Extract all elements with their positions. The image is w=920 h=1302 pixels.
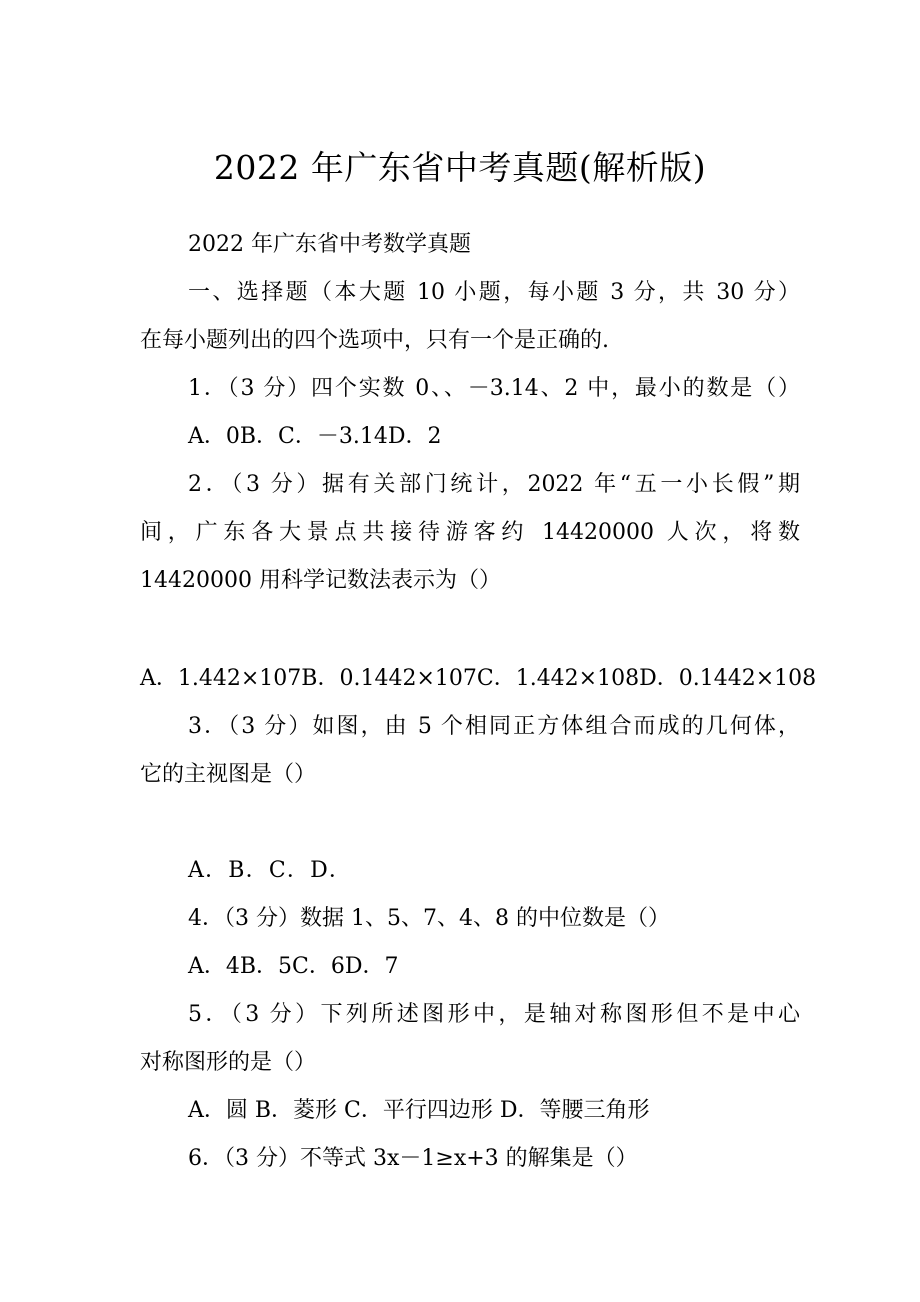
question-5-options: A．圆 B．菱形 C．平行四边形 D．等腰三角形 bbox=[188, 1098, 650, 1123]
question-2-line-2: 间，广东各大景点共接待游客约 14420000 人次，将数 bbox=[140, 520, 800, 545]
question-2-line-3: 14420000 用科学记数法表示为（） bbox=[140, 568, 501, 593]
question-5-line-1: 5．（3 分）下列所述图形中，是轴对称图形但不是中心 bbox=[188, 1002, 800, 1027]
question-3-options: A．B．C．D． bbox=[188, 858, 353, 883]
question-6: 6．（3 分）不等式 3x－1≥x+3 的解集是（） bbox=[188, 1146, 638, 1171]
question-4-options: A．4B．5C．6D．7 bbox=[188, 954, 399, 979]
question-1: 1．（3 分）四个实数 0、、－3.14、2 中，最小的数是（） bbox=[188, 376, 800, 401]
section-heading: 一、选择题（本大题 10 小题，每小题 3 分，共 30 分） bbox=[188, 280, 800, 305]
question-5-line-2: 对称图形的是（） bbox=[140, 1050, 317, 1075]
section-instruction: 在每小题列出的四个选项中，只有一个是正确的. bbox=[140, 328, 609, 353]
question-3-line-1: 3．（3 分）如图，由 5 个相同正方体组合而成的几何体， bbox=[188, 714, 800, 739]
question-2-line-1: 2．（3 分）据有关部门统计，2022 年“五一小长假”期 bbox=[188, 472, 800, 497]
document-title: 2022 年广东省中考真题(解析版) bbox=[213, 148, 707, 187]
question-3-line-2: 它的主视图是（） bbox=[140, 762, 317, 787]
exam-subtitle: 2022 年广东省中考数学真题 bbox=[188, 232, 471, 257]
question-2-options: A．1.442×107B．0.1442×107C．1.442×108D．0.1442×108 bbox=[140, 666, 817, 691]
question-1-options: A．0B．C．－3.14D．2 bbox=[188, 424, 442, 449]
question-4: 4．（3 分）数据 1、5、7、4、8 的中位数是（） bbox=[188, 906, 670, 931]
